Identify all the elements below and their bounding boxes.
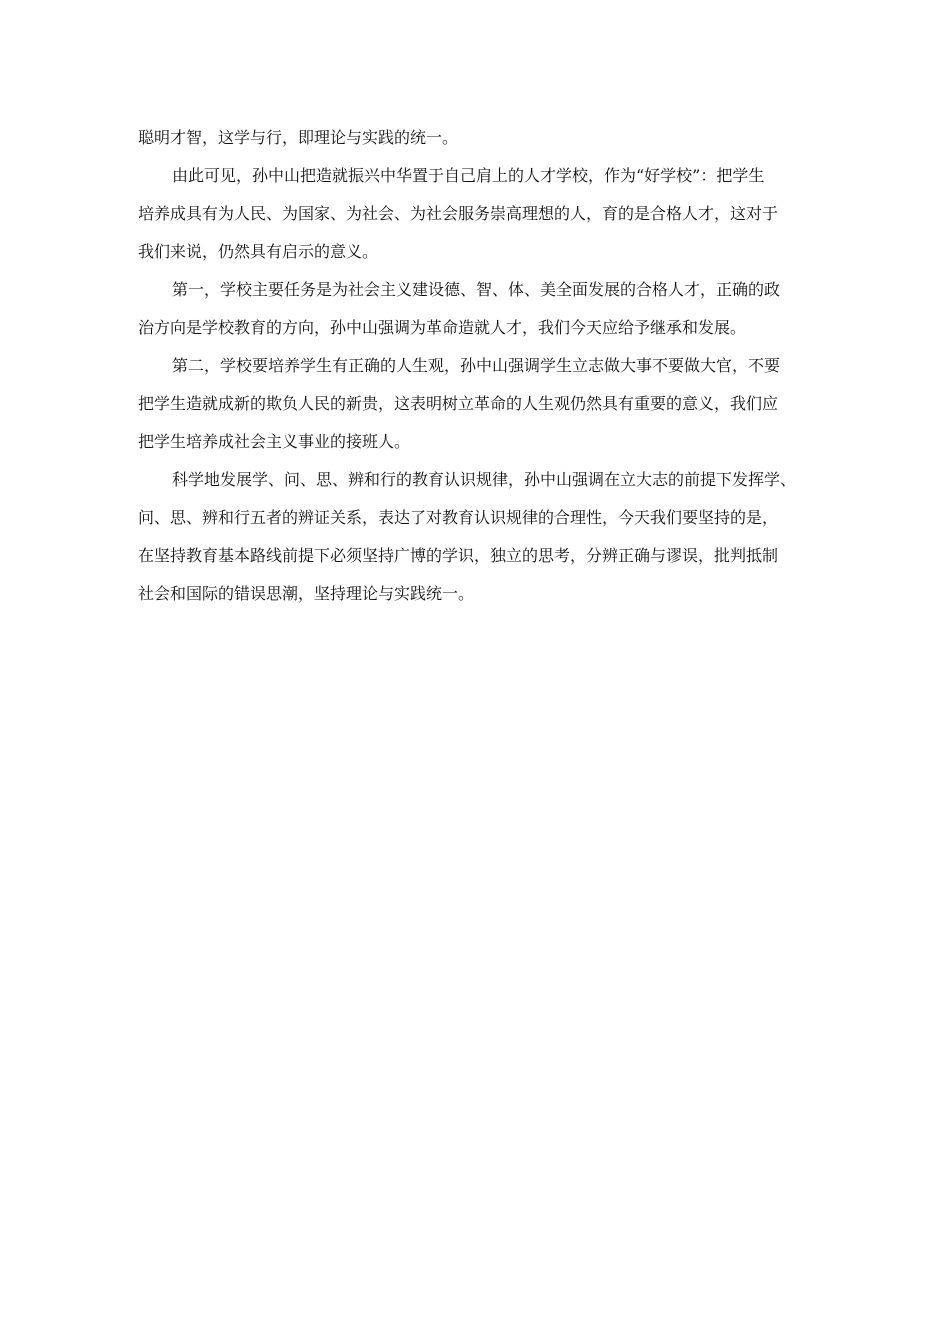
- text-line: 治方向是学校教育的方向，孙中山强调为革命造就人才，我们今天应给予继承和发展。: [138, 318, 747, 337]
- document-body: [138, 126, 828, 620]
- text-line: 培养成具有为人民、为国家、为社会、为社会服务崇高理想的人，育的是合格人才，这对于: [138, 204, 779, 223]
- paragraph-start-line: 由此可见，孙中山把造就振兴中华置于自己肩上的人才学校，作为“好学校”：把学生: [172, 166, 765, 185]
- text-line: 把学生培养成社会主义事业的接班人。: [138, 432, 411, 451]
- text-line: 把学生造就成新的欺负人民的新贵，这表明树立革命的人生观仍然具有重要的意义，我们应: [138, 394, 779, 413]
- paragraph-start-line: 第二，学校要培养学生有正确的人生观，孙中山强调学生立志做大事不要做大官，不要: [172, 356, 781, 375]
- paragraph-start-line: 科学地发展学、问、思、辨和行的教育认识规律，孙中山强调在立大志的前提下发挥学、: [172, 470, 797, 489]
- paragraph-start-line: 第一，学校主要任务是为社会主义建设德、智、体、美全面发展的合格人才，正确的政: [172, 280, 781, 299]
- text-line: 聪明才智，这学与行，即理论与实践的统一。: [138, 128, 459, 147]
- text-line: 我们来说，仍然具有启示的意义。: [138, 242, 379, 261]
- text-line: 问、思、辨和行五者的辨证关系，表达了对教育认识规律的合理性，今天我们要坚持的是，: [138, 508, 779, 527]
- text-line: 在坚持教育基本路线前提下必须坚持广博的学识，独立的思考，分辨正确与谬误，批判抵制: [138, 546, 779, 565]
- text-line: 社会和国际的错误思潮，坚持理论与实践统一。: [138, 584, 475, 603]
